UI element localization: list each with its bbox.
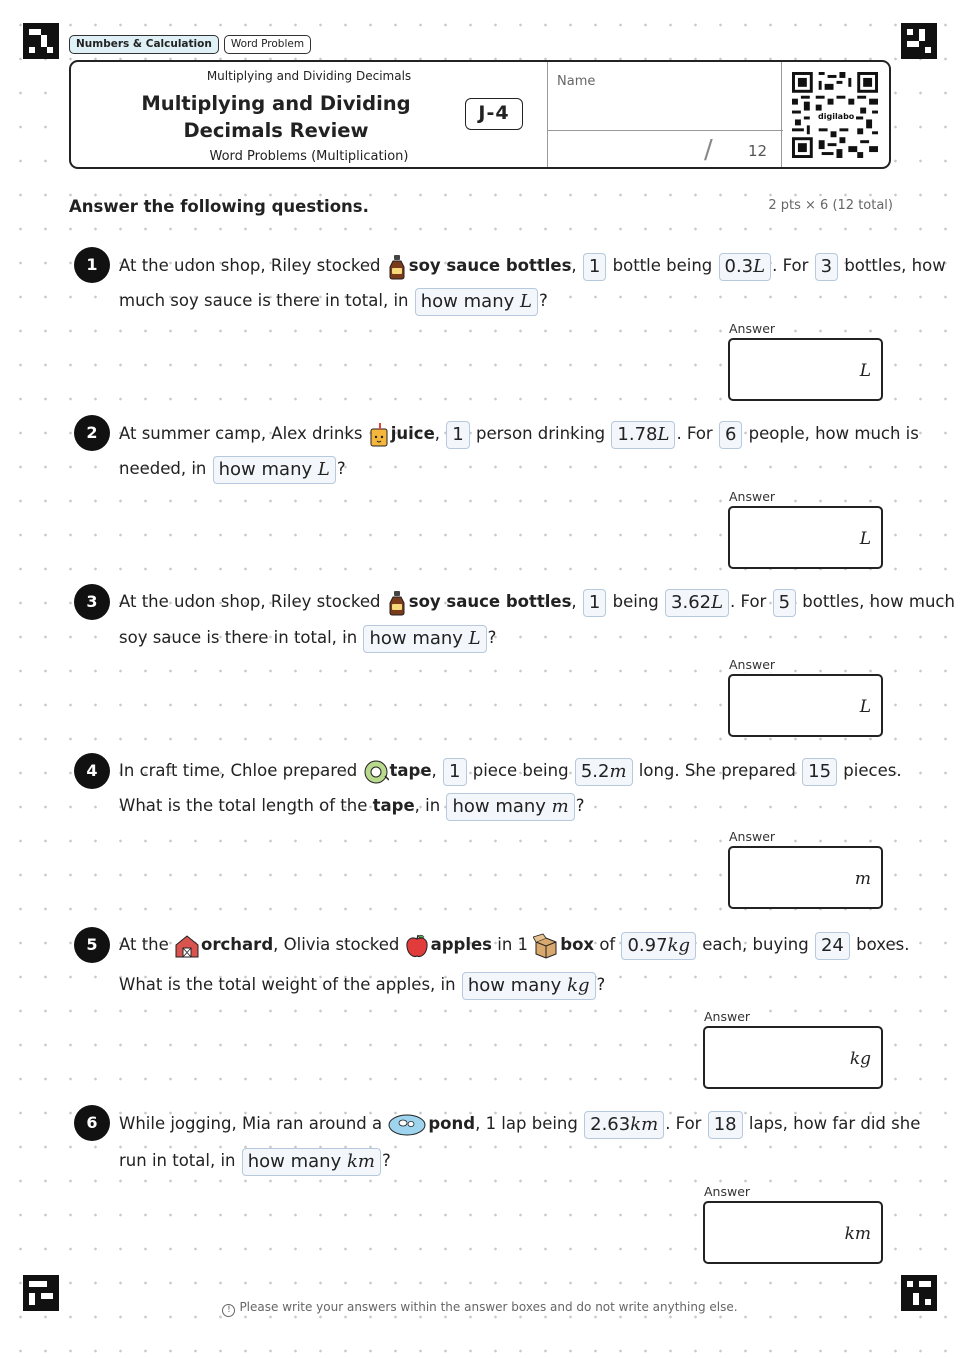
value-number: 1.78 bbox=[617, 423, 658, 445]
number-highlight: 1 bbox=[583, 589, 606, 617]
text-segment: , bbox=[434, 424, 446, 443]
item-name: soy sauce bottles bbox=[408, 256, 572, 275]
how-many-text: how many bbox=[452, 795, 552, 817]
answer-unit: L bbox=[859, 361, 871, 381]
item-name: tape bbox=[389, 761, 432, 780]
number-highlight: 15 bbox=[802, 758, 837, 786]
item-name: pond bbox=[428, 1114, 476, 1133]
value-unit: L bbox=[753, 255, 766, 277]
how-many-highlight bbox=[242, 1148, 381, 1176]
answer-box[interactable] bbox=[703, 1026, 883, 1089]
number-highlight: 5 bbox=[773, 589, 796, 617]
value-unit: L bbox=[657, 423, 670, 445]
header-topic: Multiplying and Dividing Decimals bbox=[206, 69, 412, 83]
footer-note bbox=[0, 1300, 960, 1317]
answer-label: Answer bbox=[729, 657, 776, 672]
text-segment: each, buying bbox=[697, 935, 814, 954]
answer-unit: L bbox=[859, 697, 871, 717]
answer-box[interactable] bbox=[703, 1201, 883, 1264]
text-segment: , bbox=[431, 761, 443, 780]
item-name: orchard bbox=[201, 935, 274, 954]
text-segment: . For bbox=[665, 1114, 707, 1133]
text-segment: long. She prepared bbox=[633, 761, 802, 780]
text-segment: At the udon shop, Riley stocked bbox=[119, 592, 386, 611]
worksheet-header bbox=[69, 60, 891, 169]
question-text-line-2 bbox=[119, 283, 548, 319]
text-segment: . For bbox=[676, 424, 718, 443]
text-segment: What is the total length of the bbox=[119, 796, 373, 815]
corner-marker-top-right bbox=[901, 23, 937, 59]
value-highlight bbox=[665, 589, 729, 617]
how-many-unit: kg bbox=[567, 974, 590, 996]
text-segment: ? bbox=[487, 628, 497, 647]
how-many-unit: L bbox=[317, 458, 330, 480]
text-segment: , in bbox=[414, 796, 446, 815]
how-many-highlight bbox=[446, 793, 574, 821]
text-segment: bottles, how much bbox=[797, 592, 955, 611]
value-number: 0.97 bbox=[627, 934, 668, 956]
how-many-text: how many bbox=[467, 974, 568, 996]
category-tag: Numbers & Calculation bbox=[69, 35, 219, 54]
text-segment: of bbox=[594, 935, 621, 954]
text-segment: ? bbox=[575, 796, 585, 815]
answer-box[interactable] bbox=[728, 506, 883, 569]
text-segment: laps, how far did she bbox=[743, 1114, 921, 1133]
question-text-line-1 bbox=[119, 416, 919, 452]
how-many-highlight bbox=[363, 625, 486, 653]
score-slash: / bbox=[704, 135, 713, 165]
text-segment: in 1 bbox=[492, 935, 534, 954]
text-segment: people, how much is bbox=[743, 424, 919, 443]
footer-text: Please write your answers within the answer boxes and do not write anything else. bbox=[239, 1300, 738, 1314]
text-segment: While jogging, Mia ran around a bbox=[119, 1114, 388, 1133]
value-number: 5.2 bbox=[580, 760, 610, 782]
text-segment: ? bbox=[336, 459, 346, 478]
value-highlight bbox=[719, 253, 772, 281]
value-unit: m bbox=[609, 760, 627, 782]
answer-box[interactable] bbox=[728, 846, 883, 909]
text-segment: , Olivia stocked bbox=[273, 935, 405, 954]
text-segment: bottle being bbox=[607, 256, 718, 275]
points-info: 2 pts × 6 (12 total) bbox=[768, 198, 893, 213]
how-many-text: how many bbox=[420, 290, 520, 312]
question-number: 3 bbox=[74, 584, 110, 620]
text-segment: much soy sauce is there in total, in bbox=[119, 291, 414, 310]
juice-icon bbox=[368, 422, 390, 448]
footer-wrap bbox=[218, 1300, 741, 1314]
orchard-barn-icon bbox=[174, 933, 200, 959]
text-segment: being bbox=[607, 592, 665, 611]
type-tag: Word Problem bbox=[224, 35, 311, 54]
answer-label: Answer bbox=[729, 321, 776, 336]
text-segment: ? bbox=[381, 1151, 391, 1170]
how-many-text: how many bbox=[247, 1150, 347, 1172]
text-segment: run in total, in bbox=[119, 1151, 241, 1170]
qr-label: digilabo bbox=[818, 112, 855, 121]
text-segment: boxes. bbox=[850, 935, 910, 954]
question-text-line-2 bbox=[119, 1143, 391, 1179]
how-many-highlight bbox=[415, 288, 538, 316]
info-icon: ! bbox=[222, 1304, 235, 1317]
value-number: 3.62 bbox=[671, 591, 712, 613]
tape-icon bbox=[363, 759, 389, 785]
how-many-unit: m bbox=[551, 795, 569, 817]
name-score-area bbox=[547, 62, 782, 167]
question-text-line-2 bbox=[119, 620, 496, 656]
worksheet-code: J-4 bbox=[465, 98, 523, 130]
text-segment: , 1 lap being bbox=[475, 1114, 584, 1133]
text-segment: , bbox=[571, 592, 582, 611]
text-segment: needed, in bbox=[119, 459, 212, 478]
question-text-line-1 bbox=[119, 584, 955, 620]
text-segment: . For bbox=[772, 256, 814, 275]
number-highlight: 6 bbox=[719, 421, 742, 449]
number-highlight: 3 bbox=[815, 253, 838, 281]
header-title-area bbox=[71, 62, 547, 167]
how-many-unit: km bbox=[346, 1150, 375, 1172]
question-number: 6 bbox=[74, 1105, 110, 1141]
page-title: Multiplying and Dividing Decimals Review bbox=[141, 92, 411, 142]
answer-label: Answer bbox=[729, 829, 776, 844]
how-many-text: how many bbox=[369, 627, 469, 649]
score-total: 12 bbox=[748, 142, 768, 160]
name-label: Name bbox=[557, 74, 596, 89]
text-segment: What is the total weight of the apples, in bbox=[119, 975, 461, 994]
value-number: 0.3 bbox=[724, 255, 754, 277]
answer-label: Answer bbox=[729, 489, 776, 504]
text-segment: At the bbox=[119, 935, 175, 954]
text-segment: soy sauce is there in total, in bbox=[119, 628, 363, 647]
how-many-text: how many bbox=[218, 458, 318, 480]
how-many-highlight bbox=[462, 972, 596, 1000]
item-name: box bbox=[560, 935, 595, 954]
box-icon bbox=[533, 933, 559, 959]
item-name: soy sauce bottles bbox=[408, 592, 572, 611]
answer-box[interactable] bbox=[728, 338, 883, 401]
question-text-line-1 bbox=[119, 753, 902, 789]
text-segment: person drinking bbox=[470, 424, 611, 443]
value-highlight bbox=[575, 758, 633, 786]
value-unit: L bbox=[711, 591, 724, 613]
number-highlight: 1 bbox=[443, 758, 466, 786]
number-highlight: 18 bbox=[708, 1111, 743, 1139]
corner-marker-top-left bbox=[23, 23, 59, 59]
soy-sauce-bottle-icon bbox=[386, 254, 408, 280]
text-segment: pieces. bbox=[838, 761, 902, 780]
value-unit: km bbox=[630, 1113, 659, 1135]
instructions: Answer the following questions. bbox=[69, 197, 369, 216]
text-segment: piece being bbox=[467, 761, 574, 780]
question-number: 4 bbox=[74, 753, 110, 789]
value-highlight bbox=[621, 932, 696, 960]
answer-box[interactable] bbox=[728, 674, 883, 737]
answer-unit: km bbox=[844, 1224, 871, 1244]
question-number: 1 bbox=[74, 247, 110, 283]
text-segment: ? bbox=[538, 291, 548, 310]
answer-unit: L bbox=[859, 529, 871, 549]
header-subtitle: Word Problems (Multiplication) bbox=[209, 149, 409, 164]
category-tags bbox=[69, 35, 311, 54]
apple-icon bbox=[405, 933, 430, 959]
pond-icon bbox=[387, 1112, 427, 1138]
question-text-line-1 bbox=[119, 927, 909, 963]
item-name: apples bbox=[430, 935, 492, 954]
value-highlight bbox=[584, 1111, 664, 1139]
question-text-line-2 bbox=[119, 967, 605, 1003]
item-name: juice bbox=[390, 424, 435, 443]
question-text-line-1 bbox=[119, 1106, 920, 1142]
soy-sauce-bottle-icon bbox=[386, 590, 408, 616]
how-many-unit: L bbox=[519, 290, 532, 312]
text-segment: . For bbox=[730, 592, 772, 611]
question-number: 5 bbox=[74, 927, 110, 963]
how-many-highlight bbox=[213, 456, 336, 484]
value-number: 2.63 bbox=[590, 1113, 631, 1135]
value-unit: kg bbox=[667, 934, 690, 956]
answer-label: Answer bbox=[704, 1184, 751, 1199]
number-highlight: 1 bbox=[583, 253, 606, 281]
text-segment: bottles, how bbox=[839, 256, 946, 275]
number-highlight: 24 bbox=[815, 932, 850, 960]
text-segment: At the udon shop, Riley stocked bbox=[119, 256, 386, 275]
question-number: 2 bbox=[74, 415, 110, 451]
text-segment: , bbox=[571, 256, 582, 275]
question-text-line-2 bbox=[119, 788, 585, 824]
answer-label: Answer bbox=[704, 1009, 751, 1024]
how-many-unit: L bbox=[468, 627, 481, 649]
question-text-line-2 bbox=[119, 451, 346, 487]
text-segment: At summer camp, Alex drinks bbox=[119, 424, 368, 443]
value-highlight bbox=[611, 421, 675, 449]
number-highlight: 1 bbox=[446, 421, 469, 449]
question-text-line-1 bbox=[119, 248, 946, 284]
text-segment: ? bbox=[596, 975, 606, 994]
answer-unit: kg bbox=[849, 1049, 871, 1069]
name-divider bbox=[548, 130, 783, 131]
item-name: tape bbox=[372, 796, 415, 815]
text-segment: In craft time, Chloe prepared bbox=[119, 761, 363, 780]
answer-unit: m bbox=[854, 869, 871, 889]
